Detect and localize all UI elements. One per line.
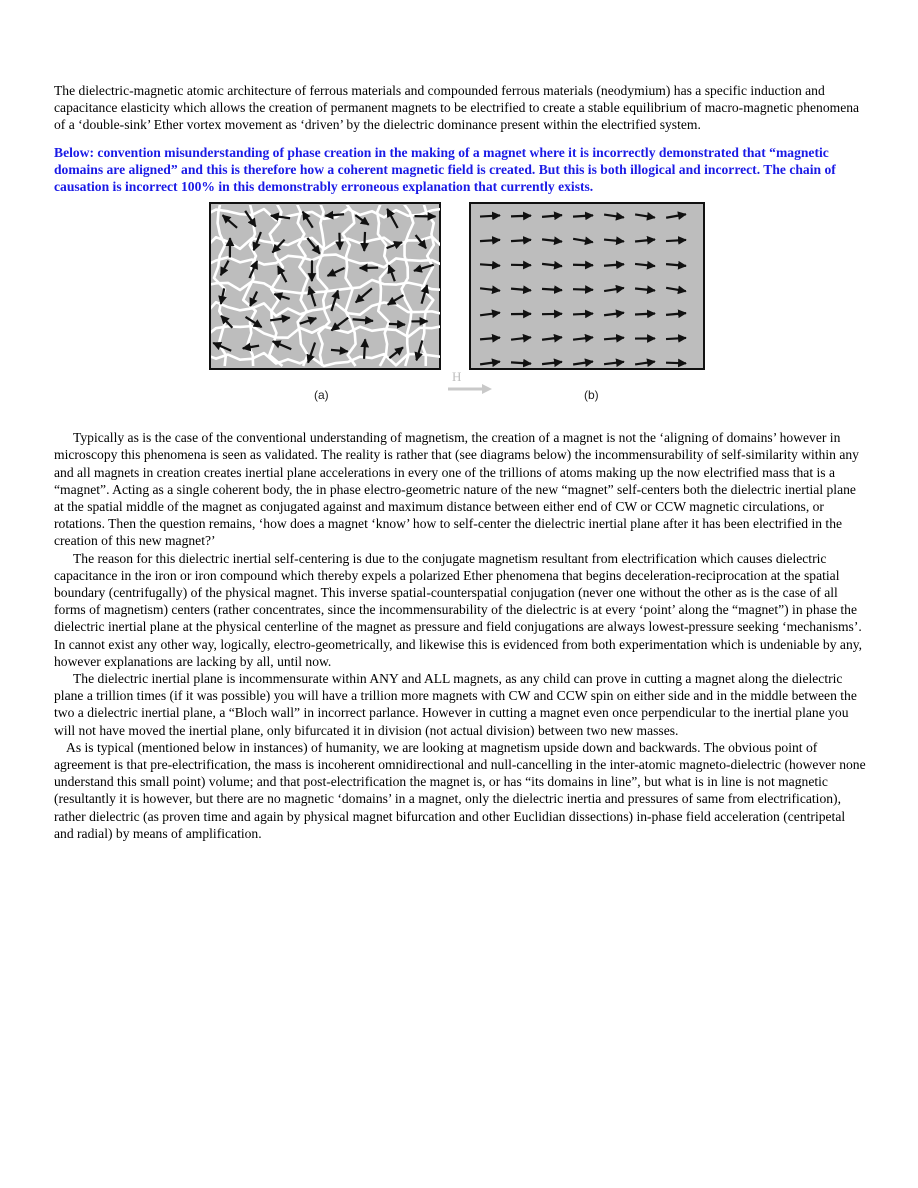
aligned-arrow [511,240,531,241]
intro-paragraph: The dielectric-magnetic atomic architecture of ferrous materials and compounded ferrous materials (neodymium) has a specific induction and capacitance elasticity which allows the creation of permanent magnets to be electrified to create a stable equilibrium of macro-magnetic phenomena of a ‘double-sink’ Ether vortex movement as ‘driven’ by the dielectric dominance present within the electrified system. [54,83,860,133]
aligned-arrow [573,289,593,290]
aligned-arrow [635,314,655,315]
body-paragraph-2: The reason for this dielectric inertial self-centering is due to the conjugate magnetism resultant from electrification which causes dielectric capacitance in the iron or iron compound which thereby expels a polarized Ether phenomena that begins deceleration-reciprocation at the spatial boundary (centrifugally) of the physical magnet. This inverse spatial-counterspatial conjugation (never one without the other as is the case of all forms of magnetism) centers (rather concentrates, since the incommensurability of the dielectric is at every ‘point’ along the “magnet”) in phase the dielectric inertial plane at the physical centerline of the magnet as pressure and field conjugations are always lowest-pressure seeking ‘mechanisms’. In cannot exist any other way, logically, electro-geometrically, and likewise this is evidenced from both experimentation which is undeniable by any, however explanations are lacking by all, until now. [54,550,863,669]
domain-arrow [389,324,405,325]
aligned-arrow [480,265,500,266]
domain-diagram [54,201,866,423]
domain-arrow [331,350,348,352]
aligned-arrow [666,240,686,241]
field-arrow-head [482,384,492,394]
aligned-arrow [511,363,531,364]
aligned-arrow [573,216,593,217]
domain-arrow [364,232,365,251]
domain-figure [54,201,866,423]
body-paragraph-1: Typically as is the case of the conventional understanding of magnetism, the creation of a magnet is not the ‘aligning of domains’ however in microscopy this phenomena is seen as validated. The reality is rather that (see diagrams below) the incommensurability of self-similarity within any and all magnets in creation creates inertial plane accelerations in every one of the trillions of atoms making up the now electrified mass that is a “magnet”. Acting as a single coherent body, the in phase electro-geometric nature of the new “magnet” self-centers both the dielectric inertial plane at the spatial middle of the magnet as conjugated against and maximum distance between either end of CW or CCW magnetic circulations, or rotations. Then the question remains, ‘how does a magnet ‘know’ how to self-center the dielectric inertial plane after it has been electrified in the creation of this new magnet?’ [54,430,859,549]
aligned-arrow [573,314,593,315]
aligned-arrow [542,289,562,290]
aligned-arrow [604,265,624,266]
panel-a-label: (a) [314,388,329,403]
aligned-arrow [480,240,500,241]
field-arrow-label: H [452,369,462,385]
document-page [54,82,866,842]
domain-arrow [364,340,365,359]
domain-arrow [325,214,344,216]
aligned-arrow [480,216,500,217]
aligned-arrow [511,216,531,217]
aligned-arrow [666,363,686,364]
aligned-arrow [666,338,686,339]
panel-b-magnetized [470,203,704,369]
aligned-arrow [604,338,624,340]
panel-b-label: (b) [584,388,599,403]
figure-caption: Below: convention misunderstanding of phase creation in the making of a magnet where it is incorrectly demonstrated that “magnetic domains are aligned” and this is therefore how a coherent magnetic field is created. But this is both illogical and incorrect. The chain of causation is incorrect 100% in this demonstrably erroneous explanation that currently exists. [54,144,836,195]
body-paragraph-3: The dielectric inertial plane is incommensurate within ANY and ALL magnets, as any child can prove in cutting a magnet along the dielectric plane a trillion times (if it was possible) you will have a trillion more magnets with CW and CCW spin on either side and in the middle between the two a dielectric inertial plane, a “Bloch wall” in incorrect parlance. However in cutting a magnet even once perpendicular to the inertial plane you will not have moved the inertial plane, only bifurcated it in division (not actual division) between two new masses. [54,671,857,738]
body-paragraph-4: As is typical (mentioned below in instances) of humanity, we are looking at magnetism upside down and backwards. The obvious point of agreement is that pre-electrification, the mass is incoherent omnidirectional and null-cancelling in the inter-atomic magneto-dielectric (however none understand this small point) volume; and that post-electrification the magnet is, or has “its domains in line”, but what is in line is not magnetic (resultantly it is however, but there are no magnetic ‘domains’ in a magnet, only the dielectric inertia and pressures of same from electrification), rather dielectric (as proven time and again by physical magnet bifurcation and other Euclidian dissections) in-phase field acceleration (centripetal and radial) by means of amplification. [54,739,866,841]
